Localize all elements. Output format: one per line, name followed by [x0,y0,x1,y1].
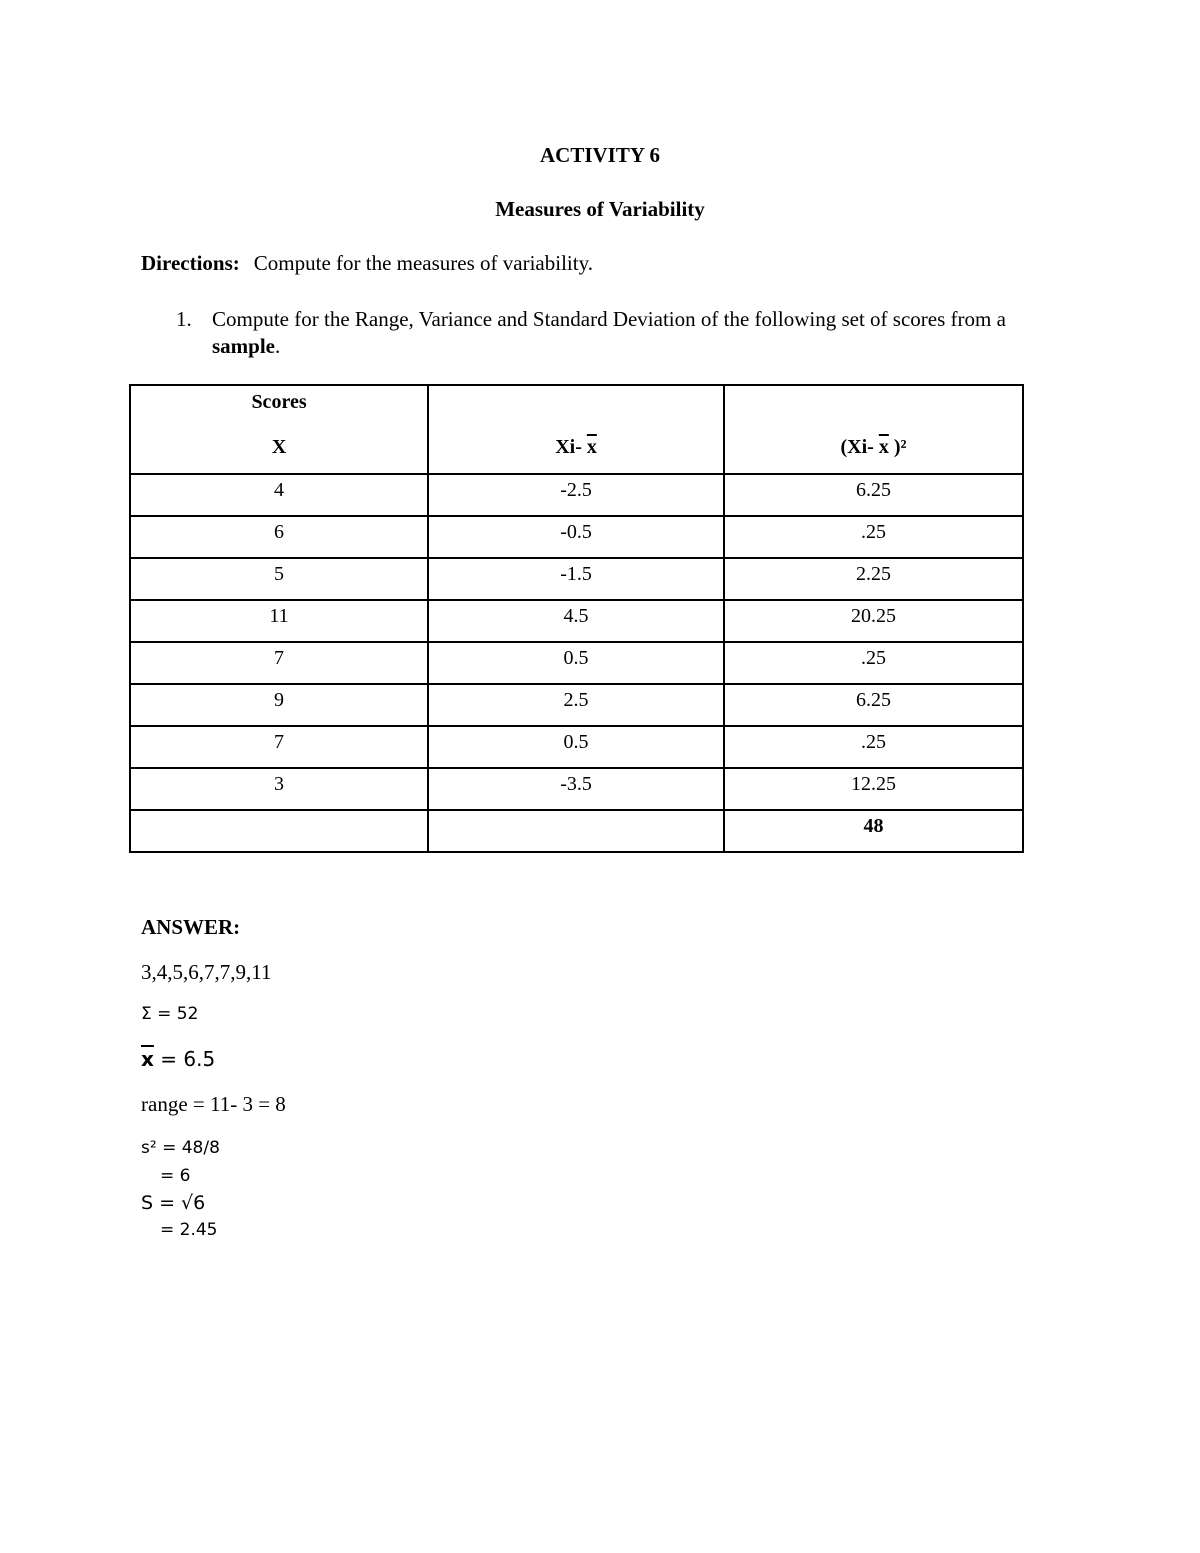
squared-deviation-cell: 12.25 [724,768,1023,810]
table-row [130,642,1023,684]
deviation-cell: -2.5 [428,474,724,516]
score-cell: 9 [130,684,428,726]
score-cell: 7 [130,642,428,684]
answer-label: ANSWER: [141,915,241,939]
header-scores-label: Scores [251,391,307,413]
deviation-cell: -3.5 [428,768,724,810]
directions [141,251,593,276]
table-row [130,600,1023,642]
header-squared-deviation [724,385,1023,474]
deviation-cell: -0.5 [428,516,724,558]
answer-range: range = 11- 3 = 8 [141,1092,286,1116]
question-text-end: . [275,334,281,358]
answer-variance-result: = 6 [160,1166,191,1186]
score-cell: 11 [130,600,428,642]
total-deviation-cell [428,810,724,852]
squared-deviation-cell: .25 [724,726,1023,768]
directions-label: Directions: [141,251,240,275]
question-text [212,306,1052,360]
activity-subtitle: Measures of Variability [495,197,705,221]
deviation-cell: 0.5 [428,726,724,768]
answer-mean [141,1047,215,1071]
header-deviation-xbar: $\overline{x}$ [586,436,597,458]
question-number: 1. [176,307,192,331]
squared-deviation-cell: 20.25 [724,600,1023,642]
deviation-cell: 0.5 [428,642,724,684]
answer-standard-deviation-result: = 2.45 [160,1220,218,1240]
question-text-main: Compute for the Range, Variance and Standard Deviation of the following set of scores from a [212,307,1006,331]
squared-deviation-cell: .25 [724,516,1023,558]
scores-table [129,384,1024,853]
table-row [130,768,1023,810]
activity-title: ACTIVITY 6 [540,143,660,167]
header-scores-x [130,385,428,474]
table-row [130,726,1023,768]
deviation-cell: 4.5 [428,600,724,642]
table-header-row [130,385,1023,474]
table-row [130,558,1023,600]
answer-standard-deviation: S = √6 [141,1192,206,1214]
total-squared-deviation-cell: 48 [724,810,1023,852]
header-deviation-label: Xi- [555,436,587,458]
deviation-cell: -1.5 [428,558,724,600]
table-row [130,684,1023,726]
answer-variance: s² = 48/8 [141,1138,220,1158]
score-cell: 7 [130,726,428,768]
table-row [130,516,1023,558]
header-squared-xbar: $\overline{x}$ [878,436,889,458]
header-deviation [428,385,724,474]
squared-deviation-cell: 6.25 [724,474,1023,516]
header-squared-close: )² [888,436,907,458]
squared-deviation-cell: 2.25 [724,558,1023,600]
score-cell: 6 [130,516,428,558]
squared-deviation-cell: 6.25 [724,684,1023,726]
deviation-cell: 2.5 [428,684,724,726]
mean-xbar-symbol: $\overline{x}$ [141,1047,154,1071]
answer-sorted-list: 3,4,5,6,7,7,9,11 [141,960,272,984]
table-row [130,474,1023,516]
total-score-cell [130,810,428,852]
mean-value: = 6.5 [153,1047,216,1071]
table-total-row [130,810,1023,852]
answer-sum: Σ = 52 [141,1004,199,1024]
score-cell: 3 [130,768,428,810]
directions-text: Compute for the measures of variability. [253,251,593,275]
squared-deviation-cell: .25 [724,642,1023,684]
score-cell: 4 [130,474,428,516]
header-x-label: X [271,436,287,458]
score-cell: 5 [130,558,428,600]
question-text-bold: sample [212,334,275,358]
header-squared-open: (Xi- [840,436,879,458]
